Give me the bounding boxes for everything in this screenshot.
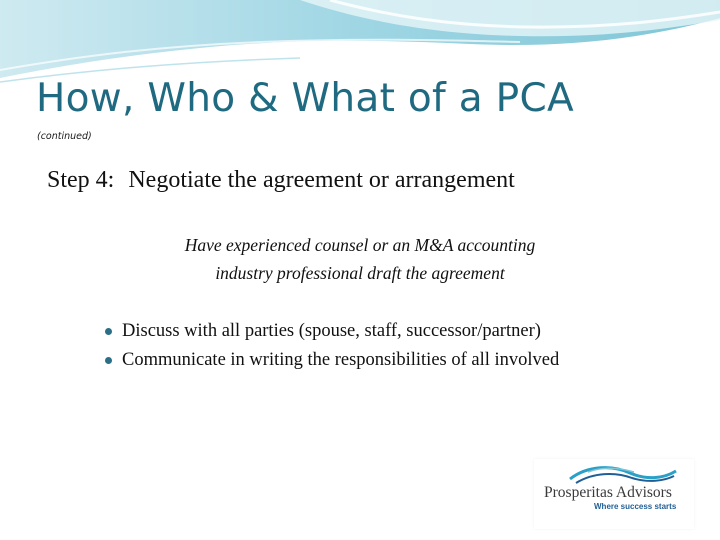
- bullet-dot-icon: [105, 357, 112, 364]
- bullet-list: [104, 317, 559, 375]
- note-line: Have experienced counsel or an M&A accounting: [184, 235, 536, 255]
- note-line: industry professional draft the agreement: [215, 263, 505, 283]
- bullet-item: [104, 346, 559, 375]
- logo-tagline: Where success starts: [594, 502, 677, 511]
- bullet-text: Discuss with all parties (spouse, staff, successor/partner): [122, 321, 541, 341]
- italic-note: [120, 231, 600, 287]
- step-heading: [47, 167, 515, 194]
- step-text: Negotiate the agreement or arrangement: [128, 167, 515, 193]
- wave-logo-icon: [568, 463, 678, 485]
- bullet-item: [104, 317, 559, 346]
- step-number: Step 4:: [47, 167, 115, 193]
- logo-company-name: Prosperitas Advisors: [544, 484, 672, 501]
- bullet-dot-icon: [105, 328, 112, 335]
- slide-subtitle: (continued): [37, 131, 92, 142]
- bullet-text: Communicate in writing the responsibilities of all involved: [122, 350, 560, 370]
- company-logo: [534, 459, 694, 529]
- slide-title: How, Who & What of a PCA: [36, 76, 575, 121]
